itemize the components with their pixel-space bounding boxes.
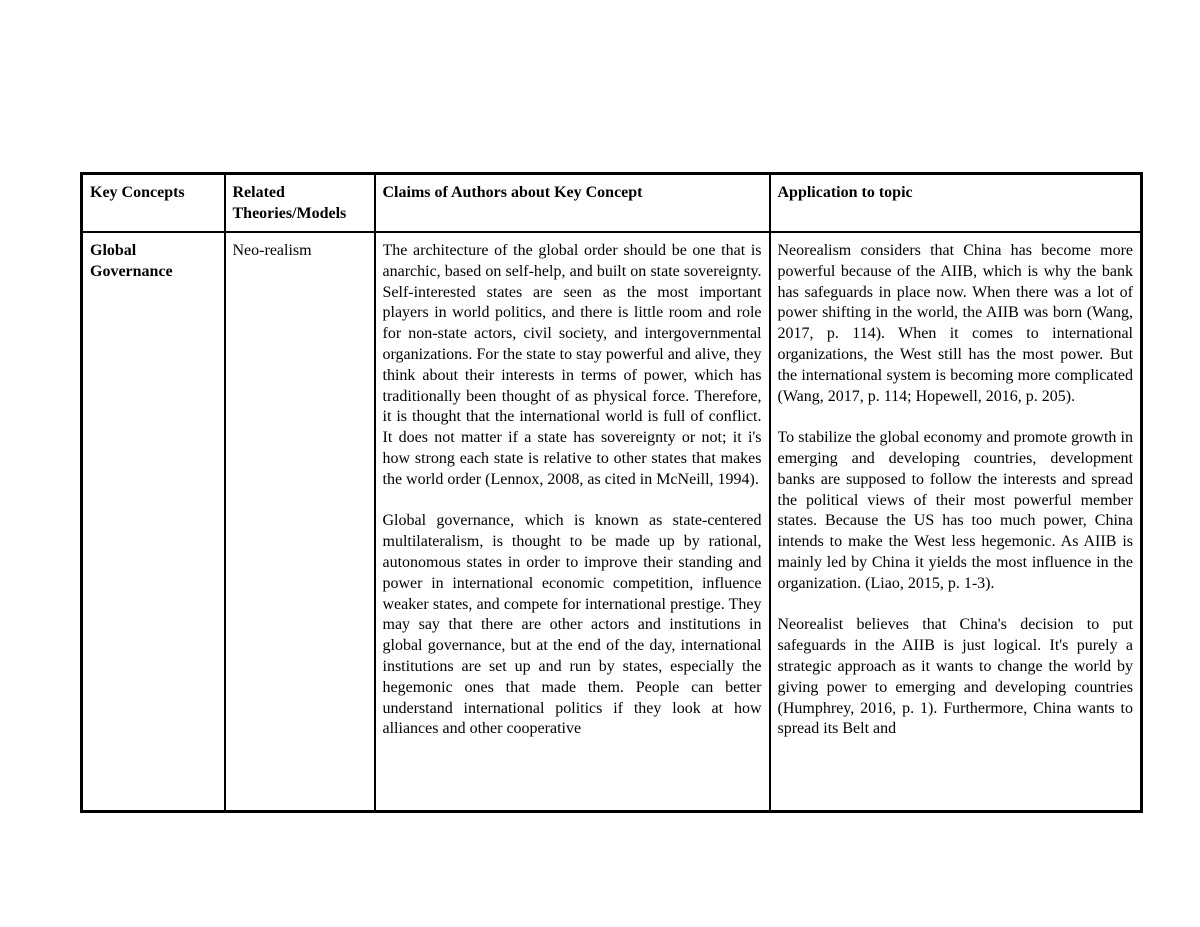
cell-key-concept	[82, 232, 225, 812]
claims-paragraph: The architecture of the global order should be one that is anarchic, based on self-help, and built on state sovereignty. Self-interested states are seen as the most important players in world politics, and there is little room and role for non-state actors, civil society, and intergovernmental organizations. For the state to stay powerful and alive, they think about their interests in terms of power, which has traditionally been thought of as physical force. Therefore, it is thought that the international world is full of conflict. It does not matter if a state has sovereignty or not; it i's how strong each state is relative to other states that makes the world order (Lennox, 2008, as cited in McNeill, 1994).	[382, 242, 762, 488]
header-claims-of-authors: Claims of Authors about Key Concept	[375, 174, 770, 233]
cell-application-to-topic	[770, 232, 1142, 812]
table-row	[82, 232, 1142, 812]
key-concept-text: Global Governance	[90, 242, 173, 280]
application-paragraph: To stabilize the global economy and promote growth in emerging and developing countries, development banks are supposed to follow the interests and spread the political views of their most powerful member states. Because the US has too much power, China intends to make the West less hegemonic. As AIIB is mainly led by China it yields the most influence in the organization. (Liao, 2015, p. 1-3).	[777, 429, 1133, 592]
header-related-theories: Related Theories/Models	[225, 174, 375, 233]
cell-claims-of-authors	[375, 232, 770, 812]
table-header-row	[82, 174, 1142, 233]
claims-paragraph: Global governance, which is known as state-centered multilateralism, is thought to be made up by rational, autonomous states in order to improve their standing and power in international economic competition, influence weaker states, and compete for international prestige. They may say that there are other actors and institutions in global governance, but at the end of the day, international institutions are set up and run by states, especially the hegemonic ones that made them. People can better understand international politics if they look at how alliances and other cooperative	[382, 512, 762, 738]
application-paragraph: Neorealism considers that China has become more powerful because of the AIIB, which is why the bank has safeguards in place now. When there was a lot of power shifting in the world, the AIIB was born (Wang, 2017, p. 114). When it comes to international organizations, the West still has the most power. But the international system is becoming more complicated (Wang, 2017, p. 114; Hopewell, 2016, p. 205).	[777, 242, 1133, 405]
header-key-concepts: Key Concepts	[82, 174, 225, 233]
related-theory-text: Neo-realism	[232, 242, 312, 259]
key-concepts-table	[80, 172, 1143, 813]
header-application-to-topic: Application to topic	[770, 174, 1142, 233]
application-paragraph: Neorealist believes that China's decision to put safeguards in the AIIB is just logical. It's purely a strategic approach as it wants to change the world by giving power to emerging and developing countries (Humphrey, 2016, p. 1). Furthermore, China wants to spread its Belt and	[777, 616, 1133, 738]
cell-related-theory	[225, 232, 375, 812]
